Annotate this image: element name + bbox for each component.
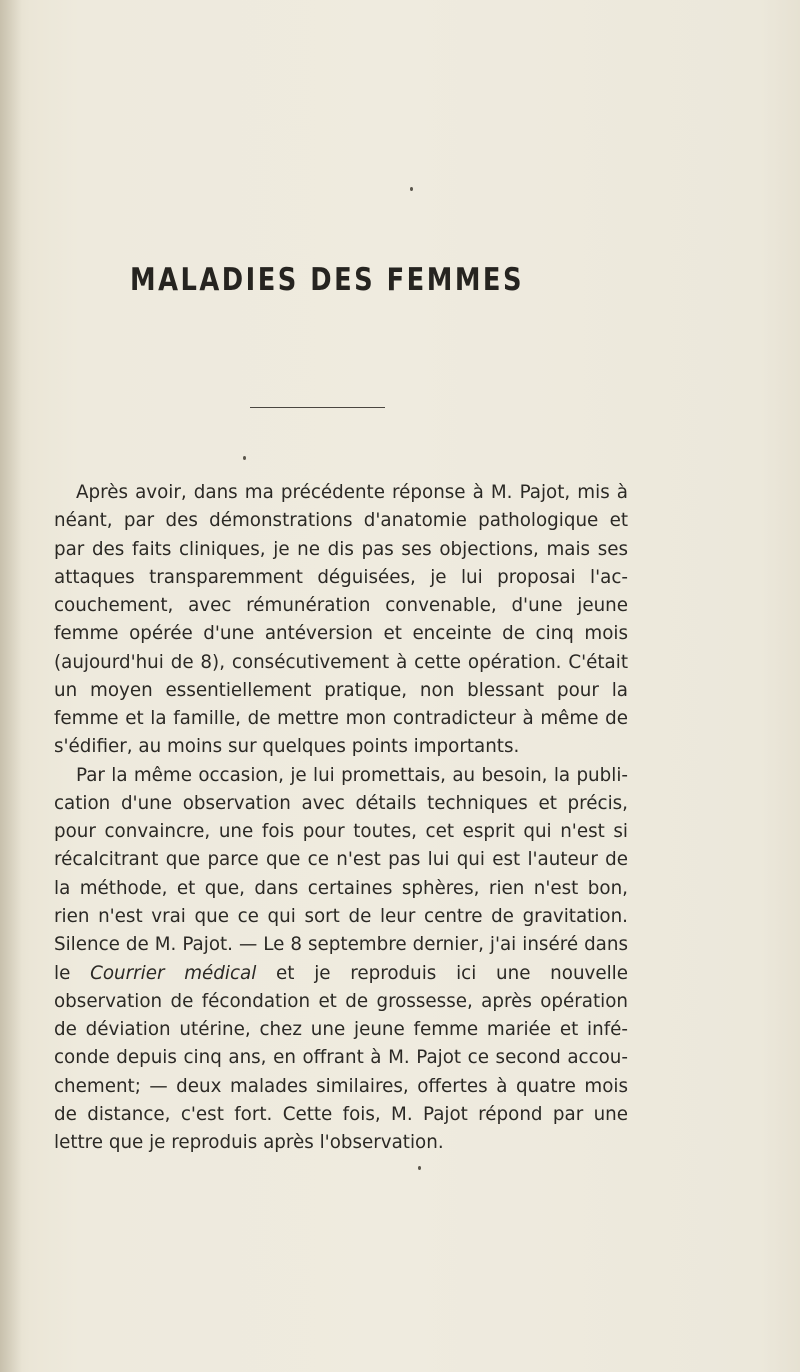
body-text	[54, 479, 628, 1157]
paragraph-2-text-end: et je reproduis ici une nouvelle observation de fécondation et de grossesse, après opération de déviation utérine, chez une jeune femme mariée et infé- conde depuis cinq ans, en offrant à M. Pajot ce second accou- chement; — deux malades similaires, offertes à quatre mois de distance, c'est fort. Cette fois, M. Pajot répond par une lettre que je reproduis après l'observation.	[54, 962, 629, 1154]
paragraph-2-text-start: Par la même occasion, je lui promettais, au besoin, la publi- cation d'une observation avec détails techniques et précis, pour convaincre, une fois pour toutes, cet esprit qui n'est si récalcitrant que parce que ce n'est pas lui qui est l'auteur de la méthode, et que, dans certaines sphères, rien n'est bon, rien n'est vrai que ce qui sort de leur centre de gravitation. Silence de M. Pajot. — Le 8 septembre dernier, j'ai inséré dans le	[54, 764, 628, 984]
paragraph-1-text: Après avoir, dans ma précédente réponse à M. Pajot, mis à néant, par des démonstrations d'anatomie pathologique et par des faits cliniques, je ne dis pas ses objections, mais ses attaques transparemment déguisées, je lui proposai l'ac- couchement, avec rémunération convenable, d'une jeune femme opérée d'une antéversion et enceinte de cinq mois (aujourd'hui de 8), consécutivement à cette opération. C'était un moyen essentiellement pratique, non blessant pour la femme et la famille, de mettre mon contradicteur à même de s'édifier, au moins sur quelques points importants.	[54, 482, 628, 758]
page-title: MALADIES DES FEMMES	[130, 262, 525, 298]
print-speck	[410, 187, 413, 191]
print-speck	[418, 1166, 421, 1170]
print-speck	[243, 456, 246, 460]
journal-title: Courrier médical	[90, 962, 257, 984]
title-divider	[250, 407, 385, 408]
paragraph-1	[54, 479, 628, 762]
page-edge-shadow	[0, 0, 22, 1372]
paragraph-2	[54, 762, 628, 1158]
